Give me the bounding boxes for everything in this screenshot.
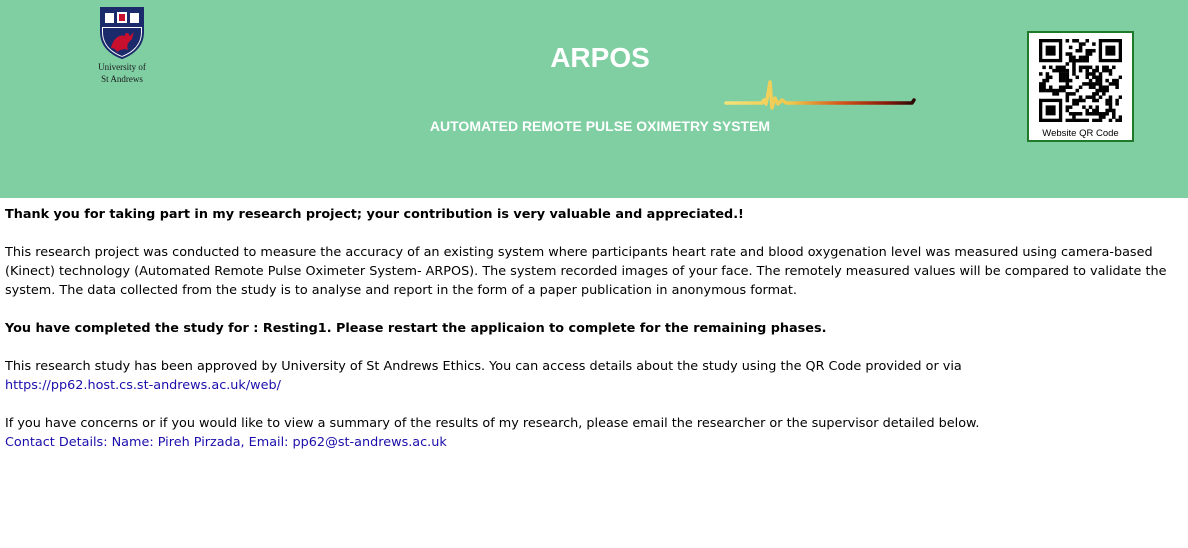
university-crest-icon — [99, 6, 145, 60]
logo-text-line1: University of — [98, 62, 146, 72]
ethics-statement: This research study has been approved by University of St Andrews Ethics. You can access details about the study using the QR Code provided or via — [5, 359, 962, 374]
completion-message: You have completed the study for : Resting1. Please restart the applicaion to complete for the remaining phases. — [5, 321, 827, 336]
website-link[interactable]: https://pp62.host.cs.st-andrews.ac.uk/web/ — [5, 378, 281, 393]
contact-details[interactable]: Contact Details: Name: Pireh Pirzada, Email: pp62@st-andrews.ac.uk — [5, 435, 447, 450]
app-title: ARPOS — [550, 42, 650, 73]
app-subtitle: AUTOMATED REMOTE PULSE OXIMETRY SYSTEM — [429, 118, 771, 134]
main-content — [5, 205, 1183, 452]
thanks-message: Thank you for taking part in my research project; your contribution is very valuable and appreciated.! — [5, 207, 744, 222]
header-banner — [0, 0, 1188, 198]
heartbeat-pulse-icon — [724, 76, 918, 116]
university-logo — [92, 6, 152, 84]
qr-code-icon — [1039, 39, 1122, 122]
qr-code-panel — [1027, 31, 1134, 142]
concerns-message: If you have concerns or if you would like to view a summary of the results of my research, please email the researcher or the supervisor detailed below. — [5, 416, 980, 431]
logo-text-line2: St Andrews — [101, 74, 143, 84]
study-description: This research project was conducted to measure the accuracy of an existing system where participants heart rate and blood oxygenation level was measured using camera-based (Kinect) technology (Automated Remote Pulse Oximeter System- ARPOS). The system recorded images of your face. The remotely measured values will be compared to validate the system. The data collected from the study is to analyse and report in the form of a paper publication in anonymous format. — [5, 245, 1167, 298]
qr-caption: Website QR Code — [1042, 128, 1119, 139]
